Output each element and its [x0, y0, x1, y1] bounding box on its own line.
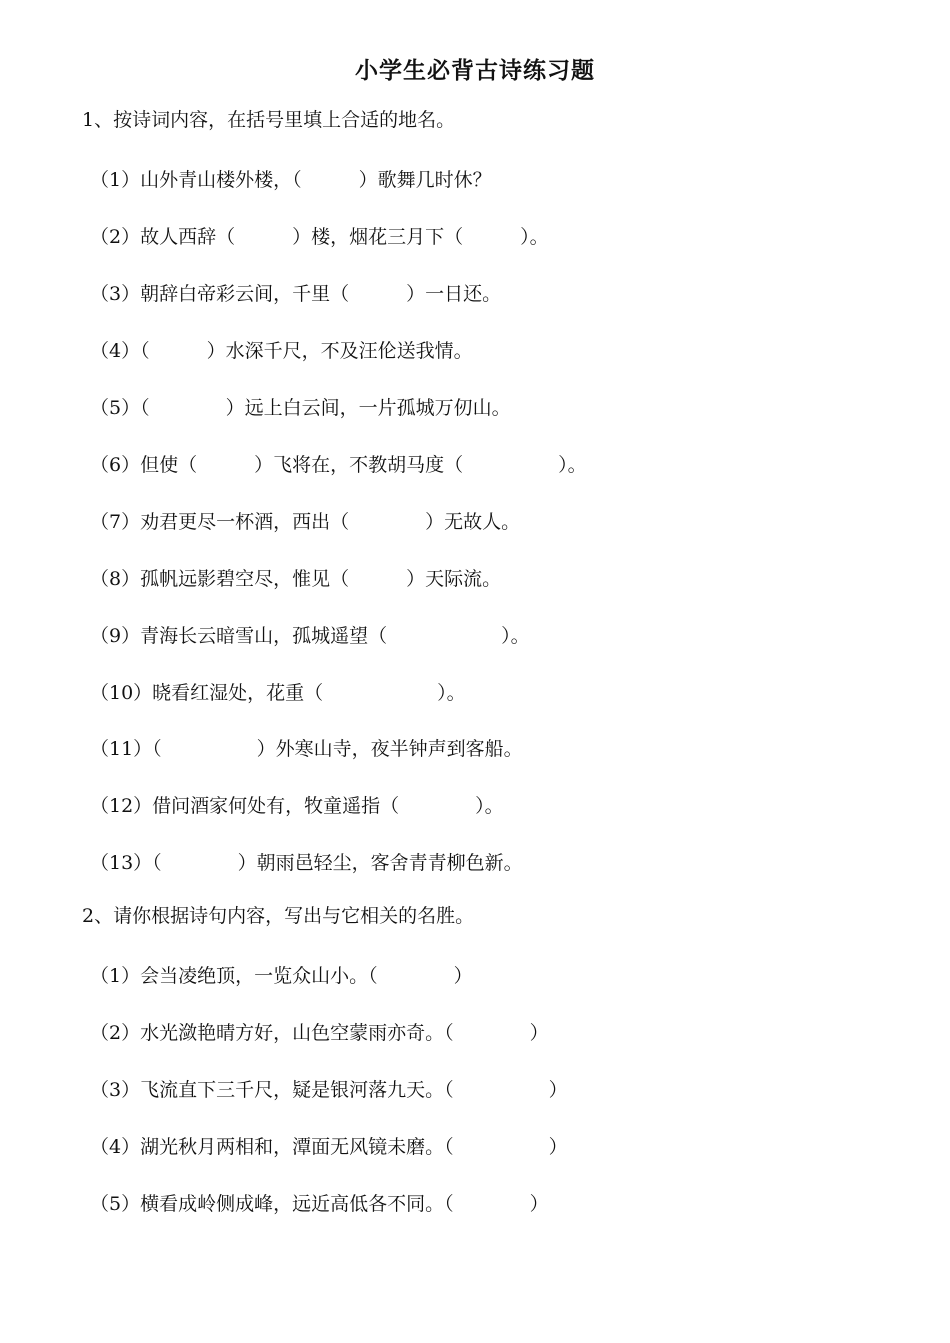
- section-1-item-2: （2）故人西辞（ ）楼，烟花三月下（ ）。: [90, 226, 549, 248]
- section-1-item-1: （1）山外青山楼外楼，（ ）歌舞几时休？: [90, 169, 492, 191]
- section-2-item-4: （4）湖光秋月两相和，潭面无风镜未磨。（ ）: [90, 1136, 568, 1158]
- section-1-item-9: （9）青海长云暗雪山，孤城遥望（ ）。: [90, 625, 530, 647]
- section-1-item-11: （11）（ ）外寒山寺，夜半钟声到客船。: [90, 738, 523, 760]
- section-2-item-1: （1）会当凌绝顶，一览众山小。（ ）: [90, 965, 473, 987]
- section-1-heading: 1、按诗词内容，在括号里填上合适的地名。: [82, 109, 456, 131]
- section-1-item-4: （4）（ ）水深千尺，不及汪伦送我情。: [90, 340, 473, 362]
- section-1-item-12: （12）借问酒家何处有，牧童遥指（ ）。: [90, 795, 504, 817]
- section-1-item-6: （6）但使（ ）飞将在，不教胡马度（ ）。: [90, 454, 587, 476]
- section-1-item-13: （13）（ ）朝雨邑轻尘，客舍青青柳色新。: [90, 852, 523, 874]
- section-1-item-7: （7）劝君更尽一杯酒，西出（ ）无故人。: [90, 511, 521, 533]
- section-2-item-5: （5）横看成岭侧成峰，远近高低各不同。（ ）: [90, 1193, 549, 1215]
- section-2-heading: 2、请你根据诗句内容，写出与它相关的名胜。: [82, 905, 475, 927]
- section-2-item-3: （3）飞流直下三千尺，疑是银河落九天。（ ）: [90, 1079, 568, 1101]
- section-1-item-8: （8）孤帆远影碧空尽，惟见（ ）天际流。: [90, 568, 502, 590]
- section-1-item-10: （10）晓看红湿处，花重（ ）。: [90, 682, 466, 704]
- page-title: 小学生必背古诗练习题: [355, 57, 595, 84]
- section-2-item-2: （2）水光潋艳晴方好，山色空蒙雨亦奇。（ ）: [90, 1022, 549, 1044]
- section-1-item-3: （3）朝辞白帝彩云间，千里（ ）一日还。: [90, 283, 502, 305]
- section-1-item-5: （5）（ ）远上白云间，一片孤城万仞山。: [90, 397, 511, 419]
